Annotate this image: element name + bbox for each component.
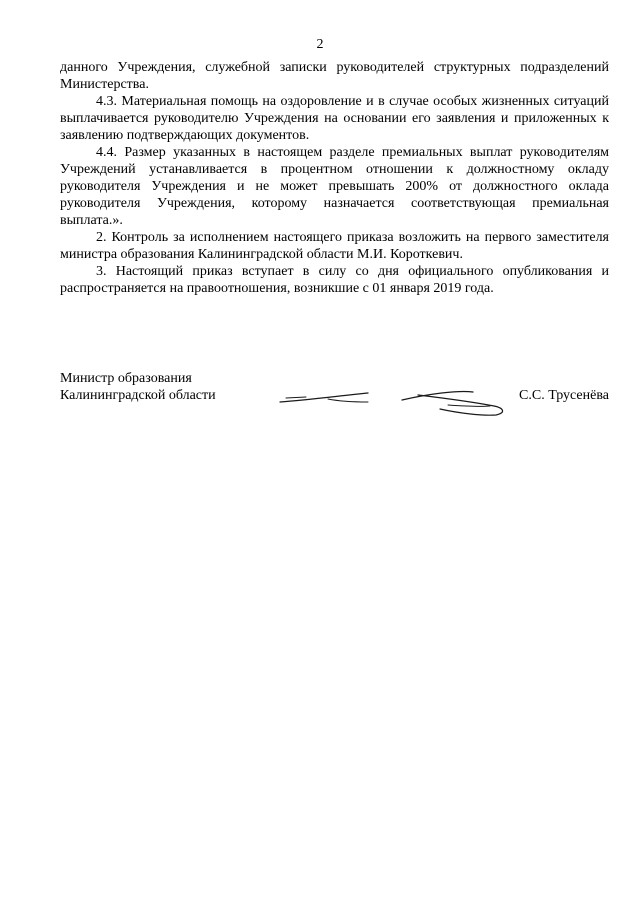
signatory-title-line2: Калининградской области <box>60 388 216 403</box>
paragraph-4-4: 4.4. Размер указанных в настоящем разделе премиальных выплат руководителям Учреждений устанавливается в процентном отношении к должностному окладу руководителя Учреждения и не может превышать 200% от должностного оклада руководителя Учреждения, которому назначается соответствующая премиальная выплата.». <box>60 145 609 228</box>
paragraph-2-control: 2. Контроль за исполнением настоящего приказа возложить на первого заместителя министра образования Калининградской области М.И. Короткевич. <box>60 230 609 262</box>
document-body <box>60 59 609 297</box>
signatory-title-line1: Министр образования <box>60 371 192 386</box>
paragraph-3-effective: 3. Настоящий приказ вступает в силу со дня официального опубликования и распространяется на правоотношения, возникшие с 01 января 2019 года. <box>60 264 609 296</box>
signatory-name: С.С. Трусенёва <box>519 388 609 403</box>
paragraph-continuation: данного Учреждения, служебной записки руководителей структурных подразделений Министерства. <box>60 60 609 92</box>
handwritten-signature <box>268 380 558 420</box>
signature-block <box>60 370 609 420</box>
signatory-title <box>60 370 216 404</box>
paragraph-4-3: 4.3. Материальная помощь на оздоровление и в случае особых жизненных ситуаций выплачивается руководителю Учреждения на основании его заявления и приложенных к заявлению подтверждающих документов. <box>60 94 609 143</box>
page-number: 2 <box>316 37 324 52</box>
